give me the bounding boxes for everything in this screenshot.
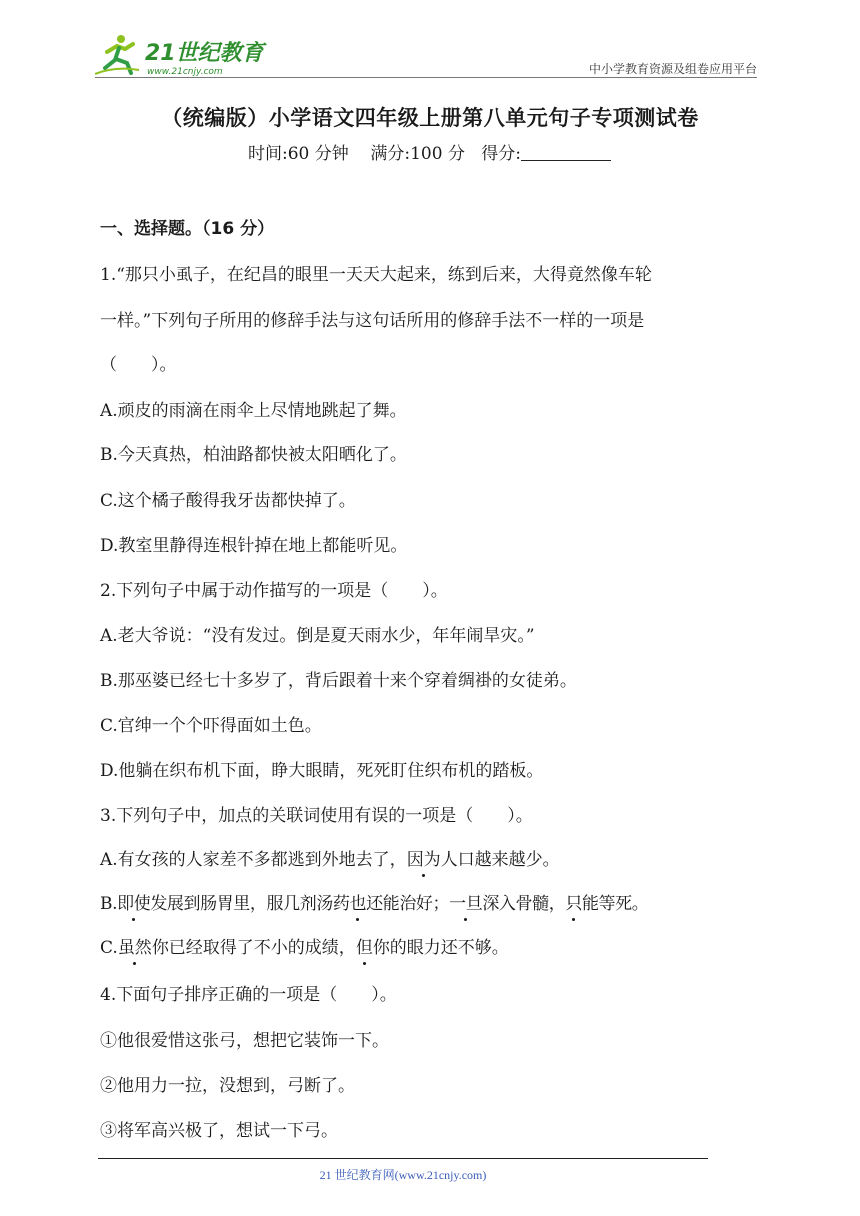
logo-text: 21世纪教育 (145, 41, 264, 66)
dotted-conjunction: 虽然 (118, 933, 152, 958)
q3-option-c: C.虽然你已经取得了不小的成绩，但你的眼力还不够。 (100, 933, 509, 958)
q1-option-b: B.今天真热，柏油路都快被太阳晒化了。 (100, 445, 407, 465)
q1-option-d: D.教室里静得连根针掉在地上都能听见。 (100, 536, 408, 556)
platform-label: 中小学教育资源及组卷应用平台 (588, 62, 757, 76)
q4-sentence-3: ③将军高兴极了，想试一下弓。 (100, 1121, 338, 1141)
dotted-conjunction: 只 (565, 889, 582, 914)
section-heading: 一、选择题。（16 分） (100, 219, 275, 239)
q1-option-c: C.这个橘子酸得我牙齿都快掉了。 (100, 491, 356, 511)
q4-sentence-2: ②他用力一拉，没想到，弓断了。 (100, 1076, 355, 1096)
score-blank (521, 143, 611, 161)
q2-option-a: A.老大爷说：“没有发过。倒是夏天雨水少，年年闹旱灾。” (100, 626, 535, 646)
header-divider (95, 77, 757, 78)
q3-option-a: A.有女孩的人家差不多都逃到外地去了，因为人口越来越少。 (100, 845, 560, 870)
dotted-conjunction: 因为 (407, 845, 441, 870)
page-title: （统编版）小学语文四年级上册第八单元句子专项测试卷 (161, 106, 699, 130)
q4-sentence-1: ①他很爱惜这张弓，想把它装饰一下。 (100, 1031, 389, 1051)
q2-stem: 2.下列句子中属于动作描写的一项是（ ）。 (100, 581, 448, 601)
q2-option-b: B.那巫婆已经七十多岁了，背后跟着十来个穿着绸褂的女徒弟。 (100, 671, 577, 691)
exam-full-score: 满分:100 分 (370, 144, 465, 164)
q1-stem-line3: （ ）。 (100, 355, 177, 375)
footer-link[interactable]: 21 世纪教育网(www.21cnjy.com) (319, 1168, 487, 1182)
q1-stem-line2: 一样。”下列句子所用的修辞手法与这句话所用的修辞手法不一样的一项是 (100, 311, 645, 331)
site-logo (95, 30, 270, 78)
page-header (95, 30, 757, 78)
logo-url: www.21cnjy.com (147, 67, 223, 77)
exam-time: 时间:60 分钟 (248, 144, 349, 164)
footer-divider (98, 1158, 708, 1159)
q4-stem: 4.下面句子排序正确的一项是（ ）。 (100, 985, 397, 1005)
q2-option-d: D.他躺在织布机下面，睁大眼睛，死死盯住织布机的踏板。 (100, 761, 544, 781)
exam-info (248, 139, 611, 164)
runner-icon (95, 35, 139, 74)
dotted-conjunction: 也 (350, 889, 367, 914)
q1-option-a: A.顽皮的雨滴在雨伞上尽情地跳起了舞。 (100, 401, 407, 421)
q3-option-b: B.即使发展到肠胃里，服几剂汤药也还能治好；一旦深入骨髓，只能等死。 (100, 889, 648, 914)
dotted-conjunction: 但 (356, 933, 373, 958)
dotted-conjunction: 一旦 (449, 889, 482, 914)
q3-stem: 3.下列句子中，加点的关联词使用有误的一项是（ ）。 (100, 806, 533, 826)
dotted-conjunction: 即使 (117, 889, 150, 914)
exam-score-label: 得分: (481, 144, 521, 164)
q2-option-c: C.官绅一个个吓得面如土色。 (100, 716, 322, 736)
q1-stem-line1: 1.“那只小虱子，在纪昌的眼里一天天大起来，练到后来，大得竟然像车轮 (100, 265, 652, 285)
